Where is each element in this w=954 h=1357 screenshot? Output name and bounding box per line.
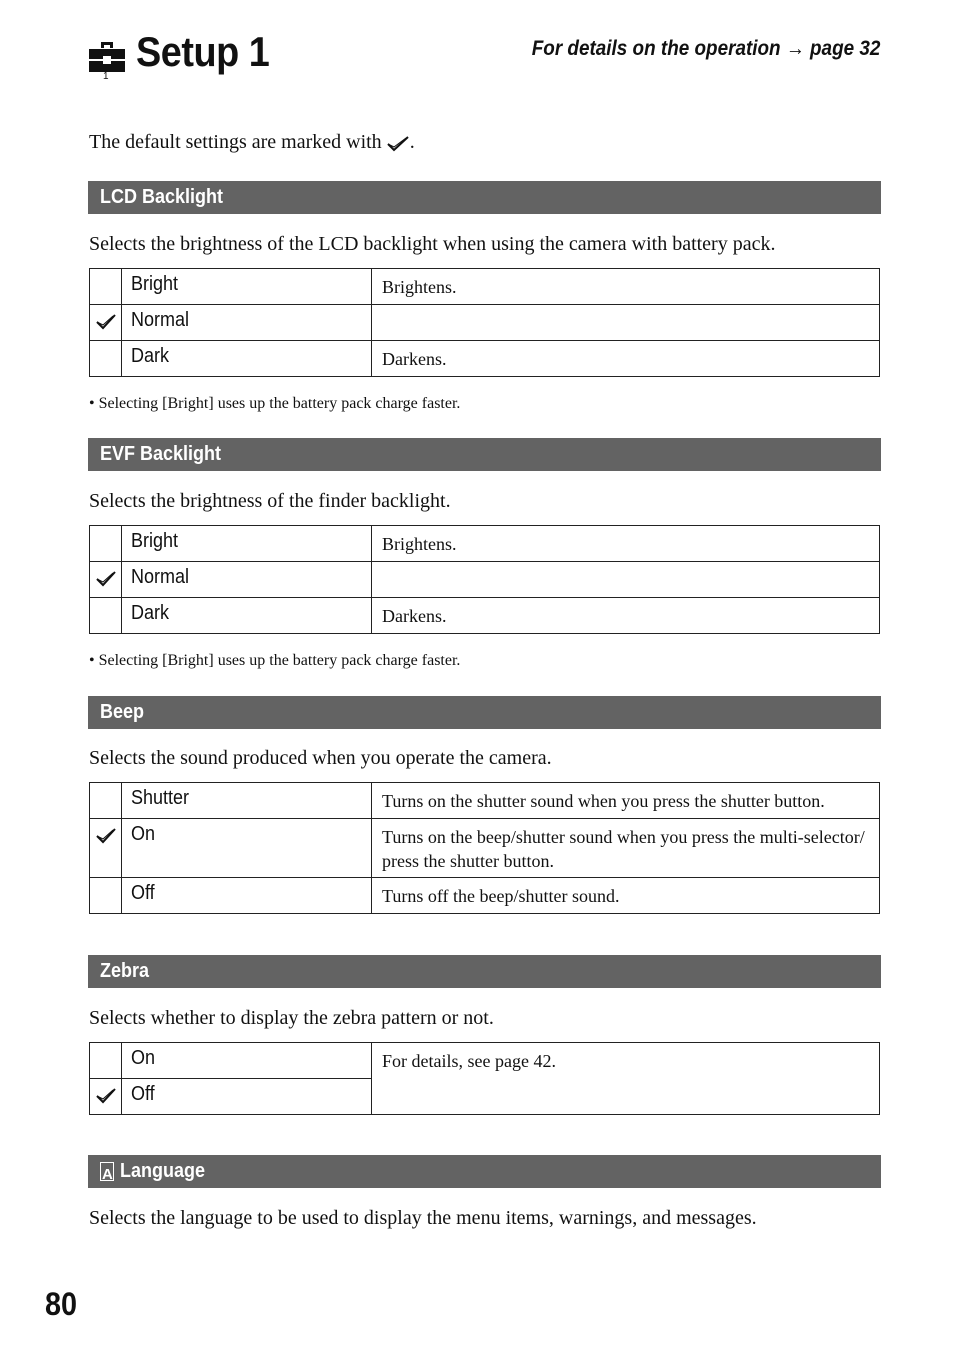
intro-text (89, 131, 415, 154)
checkmark-icon (95, 570, 117, 588)
default-cell (90, 783, 122, 819)
intro-label: The default settings are marked with (89, 131, 382, 153)
section-description: Selects whether to display the zebra pattern or not. (89, 1007, 494, 1029)
option-desc: Turns on the beep/shutter sound when you press the multi-selector/ press the shutter button. (372, 819, 880, 878)
page-title: Setup 1 (136, 28, 270, 75)
operation-reference: For details on the operation → page 32 (531, 37, 880, 60)
section-description: Selects the brightness of the LCD backlight when using the camera with battery pack. (89, 233, 776, 255)
section-heading: Beep (100, 701, 145, 723)
default-cell (90, 341, 122, 377)
option-name: On (122, 819, 372, 878)
option-name: Normal (122, 562, 372, 598)
option-name: Shutter (122, 783, 372, 819)
checkmark-icon (95, 827, 117, 845)
table-row (90, 598, 880, 634)
table-row (90, 341, 880, 377)
options-table-beep (89, 782, 880, 914)
section-note: • Selecting [Bright] uses up the battery pack charge faster. (89, 395, 461, 412)
intro-period: . (409, 131, 415, 153)
section-heading: Language (120, 1160, 206, 1182)
section-heading: EVF Backlight (100, 443, 222, 465)
section-bar-evf-backlight (88, 438, 881, 471)
default-cell (90, 1079, 122, 1115)
page-number: 80 (45, 1286, 78, 1322)
option-name: Off (122, 1079, 372, 1115)
option-name: Bright (122, 269, 372, 305)
option-name: Off (122, 878, 372, 914)
table-row (90, 783, 880, 819)
icon-subscript: 1 (103, 71, 109, 82)
table-row (90, 269, 880, 305)
section-description: Selects the brightness of the finder backlight. (89, 490, 451, 512)
options-table-lcd-backlight (89, 268, 880, 377)
default-cell (90, 819, 122, 878)
section-heading: LCD Backlight (100, 186, 224, 208)
checkmark-icon (386, 134, 410, 154)
section-bar-zebra (88, 955, 881, 988)
default-cell (90, 305, 122, 341)
default-cell (90, 1043, 122, 1079)
section-bar-beep (88, 696, 881, 729)
option-desc: Darkens. (372, 598, 880, 634)
option-name: Dark (122, 598, 372, 634)
section-bar-lcd-backlight (88, 181, 881, 214)
table-row (90, 1043, 880, 1079)
option-desc (372, 305, 880, 341)
option-desc: Turns on the shutter sound when you press the shutter button. (372, 783, 880, 819)
option-name: On (122, 1043, 372, 1079)
checkmark-icon (95, 313, 117, 331)
option-desc: Brightens. (372, 269, 880, 305)
section-note: • Selecting [Bright] uses up the battery pack charge faster. (89, 652, 461, 669)
table-row (90, 526, 880, 562)
option-desc: Darkens. (372, 341, 880, 377)
options-table-evf-backlight (89, 525, 880, 634)
table-row (90, 562, 880, 598)
table-row (90, 305, 880, 341)
options-table-zebra (89, 1042, 880, 1115)
default-cell (90, 269, 122, 305)
section-description: Selects the language to be used to display the menu items, warnings, and messages. (89, 1207, 757, 1229)
section-description: Selects the sound produced when you operate the camera. (89, 747, 552, 769)
option-name: Dark (122, 341, 372, 377)
default-cell (90, 562, 122, 598)
default-cell (90, 598, 122, 634)
option-desc: Brightens. (372, 526, 880, 562)
section-bar-language (88, 1155, 881, 1188)
language-a-icon: A (100, 1162, 114, 1181)
default-cell (90, 526, 122, 562)
default-cell (90, 878, 122, 914)
option-name: Bright (122, 526, 372, 562)
option-desc (372, 562, 880, 598)
table-row (90, 878, 880, 914)
checkmark-icon (95, 1087, 117, 1105)
option-desc: For details, see page 42. (372, 1043, 880, 1115)
table-row (90, 819, 880, 878)
option-desc: Turns off the beep/shutter sound. (372, 878, 880, 914)
option-name: Normal (122, 305, 372, 341)
section-heading: Zebra (100, 960, 150, 982)
